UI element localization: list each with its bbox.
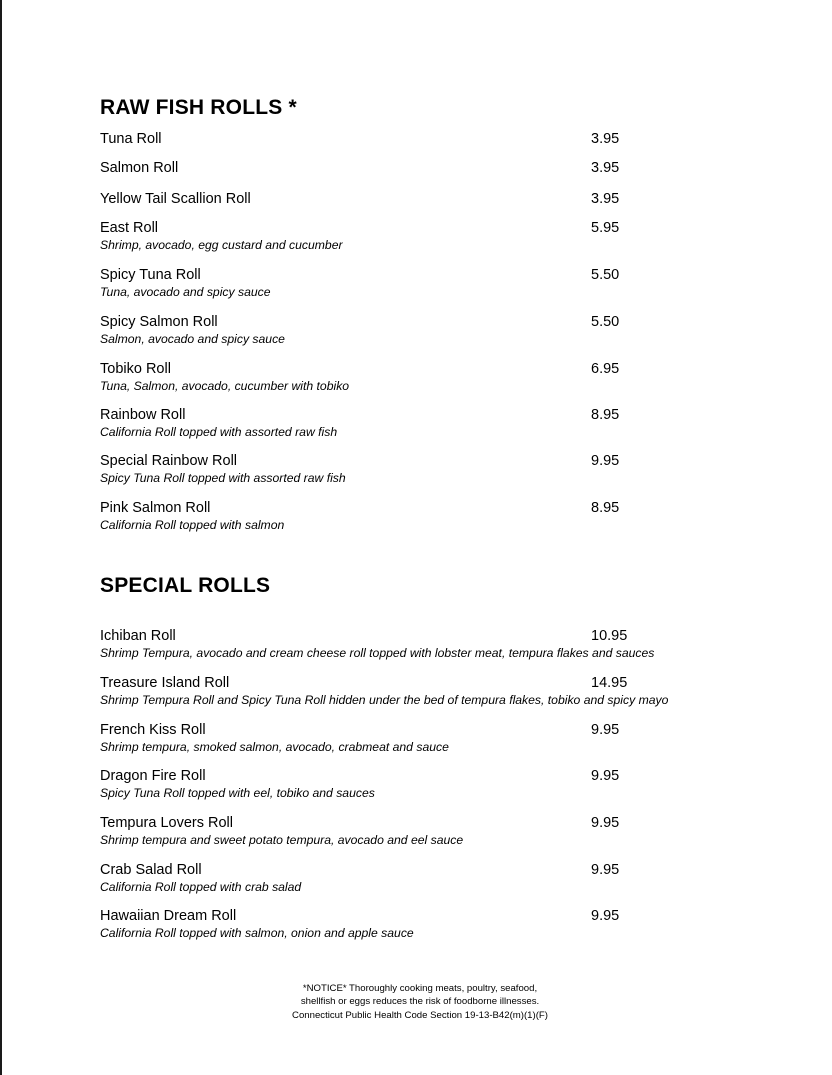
item-description: Tuna, avocado and spicy sauce xyxy=(100,285,271,299)
item-description: California Roll topped with salmon, onion and apple sauce xyxy=(100,926,414,940)
menu-item xyxy=(100,452,700,486)
item-price: 3.95 xyxy=(591,131,620,147)
item-price: 3.95 xyxy=(591,160,620,176)
item-name: Rainbow Roll xyxy=(100,407,186,423)
item-price: 3.95 xyxy=(591,191,620,207)
item-description: California Roll topped with salmon xyxy=(100,518,285,532)
item-price: 9.95 xyxy=(591,862,620,878)
item-name: Yellow Tail Scallion Roll xyxy=(100,191,251,207)
item-price: 8.95 xyxy=(591,500,620,516)
raw-fish-rolls-heading: RAW FISH ROLLS * xyxy=(100,96,297,119)
item-description: Salmon, avocado and spicy sauce xyxy=(100,332,285,346)
item-price: 5.50 xyxy=(591,314,620,330)
item-name: Spicy Salmon Roll xyxy=(100,314,218,330)
special-rolls-heading: SPECIAL ROLLS xyxy=(100,574,271,597)
menu-item xyxy=(100,861,700,895)
item-price: 10.95 xyxy=(591,628,628,644)
item-price: 14.95 xyxy=(591,675,628,691)
menu-item xyxy=(100,499,700,533)
notice-line: shellfish or eggs reduces the risk of foodborne illnesses. xyxy=(300,996,540,1008)
item-name: Crab Salad Roll xyxy=(100,862,202,878)
item-name: Ichiban Roll xyxy=(100,628,176,644)
item-name: Salmon Roll xyxy=(100,160,179,176)
item-description: Spicy Tuna Roll topped with assorted raw fish xyxy=(100,471,346,485)
item-description: Shrimp tempura and sweet potato tempura, avocado and eel sauce xyxy=(100,833,464,847)
item-name: Pink Salmon Roll xyxy=(100,500,211,516)
item-description: California Roll topped with crab salad xyxy=(100,880,302,894)
item-price: 9.95 xyxy=(591,908,620,924)
menu-item xyxy=(100,130,700,148)
menu-item xyxy=(100,190,700,208)
item-name: East Roll xyxy=(100,220,159,236)
notice-line: Connecticut Public Health Code Section 19-13-B42(m)(1)(F) xyxy=(292,1009,548,1021)
notice-line: *NOTICE* Thoroughly cooking meats, poultry, seafood, xyxy=(302,983,538,994)
menu-item xyxy=(100,907,700,941)
item-description: Shrimp Tempura Roll and Spicy Tuna Roll hidden under the bed of tempura flakes, tobiko and spicy mayo xyxy=(100,693,669,707)
item-price: 9.95 xyxy=(591,815,620,831)
item-name: Tempura Lovers Roll xyxy=(100,815,233,831)
menu-item xyxy=(100,627,700,661)
menu-item xyxy=(100,814,700,848)
item-name: Treasure Island Roll xyxy=(100,675,230,691)
menu-item xyxy=(100,313,700,347)
item-price: 5.50 xyxy=(591,267,620,283)
menu-item xyxy=(100,266,700,300)
item-name: Dragon Fire Roll xyxy=(100,768,206,784)
item-price: 6.95 xyxy=(591,361,620,377)
item-description: Shrimp, avocado, egg custard and cucumber xyxy=(100,238,343,252)
item-price: 9.95 xyxy=(591,722,620,738)
item-description: Spicy Tuna Roll topped with eel, tobiko and sauces xyxy=(100,786,375,800)
item-price: 5.95 xyxy=(591,220,620,236)
menu-item xyxy=(100,721,700,755)
menu-item xyxy=(100,219,700,253)
item-name: Tuna Roll xyxy=(100,131,162,147)
item-price: 9.95 xyxy=(591,768,620,784)
item-price: 8.95 xyxy=(591,407,620,423)
item-description: California Roll topped with assorted raw fish xyxy=(100,425,338,439)
menu-item xyxy=(100,360,700,394)
menu-item xyxy=(100,767,700,801)
item-name: Hawaiian Dream Roll xyxy=(100,908,237,924)
item-name: French Kiss Roll xyxy=(100,722,206,738)
item-description: Shrimp Tempura, avocado and cream cheese roll topped with lobster meat, tempura flakes and sauces xyxy=(100,646,655,660)
menu-item xyxy=(100,159,700,177)
menu-item xyxy=(100,674,700,708)
item-name: Special Rainbow Roll xyxy=(100,453,238,469)
item-name: Spicy Tuna Roll xyxy=(100,267,201,283)
item-description: Shrimp tempura, smoked salmon, avocado, crabmeat and sauce xyxy=(100,740,449,754)
health-notice xyxy=(200,982,640,1022)
item-price: 9.95 xyxy=(591,453,620,469)
menu-item xyxy=(100,406,700,440)
item-description: Tuna, Salmon, avocado, cucumber with tobiko xyxy=(100,379,350,393)
item-name: Tobiko Roll xyxy=(100,361,171,377)
